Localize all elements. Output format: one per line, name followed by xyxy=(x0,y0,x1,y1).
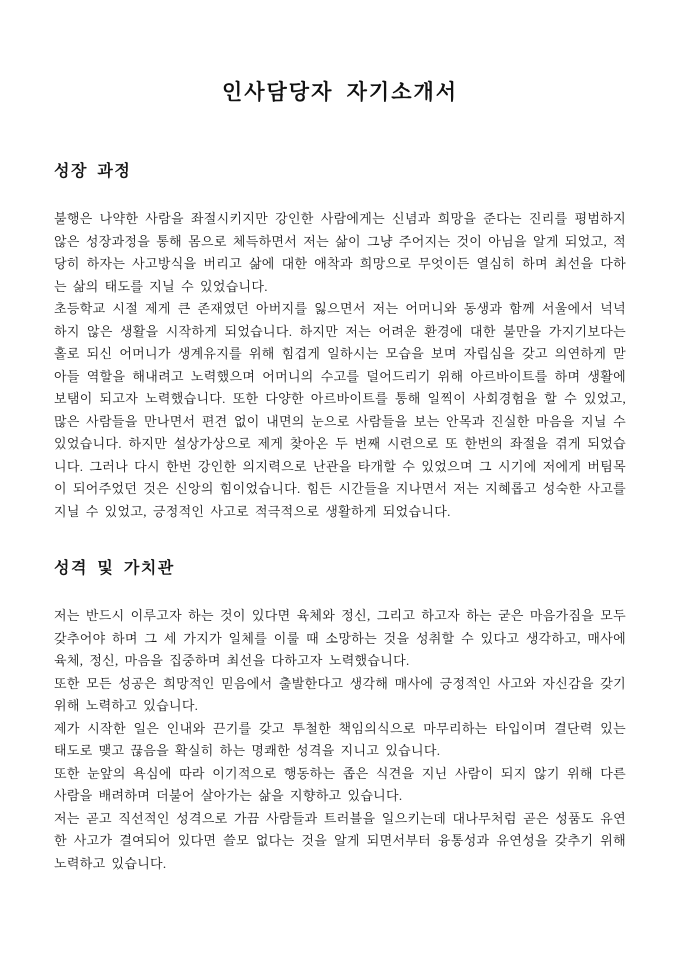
paragraph-personality-5: 저는 곧고 직선적인 성격으로 가끔 사람들과 트러블을 일으키는데 대나무처럼 곧은 성품도 유연한 사고가 결여되어 있다면 쓸모 없다는 것을 알게 되면서부터 융통성과 유연성을 갖추기 위해 노력하고 있습니다. xyxy=(54,810,626,871)
paragraph-personality-3: 제가 시작한 일은 인내와 끈기를 갖고 투철한 책임의식으로 마무리하는 타입이며 결단력 있는 태도로 맺고 끊음을 확실히 하는 명쾌한 성격을 지니고 있습니다. xyxy=(54,720,626,758)
paragraph-personality-2: 또한 모든 성공은 희망적인 믿음에서 출발한다고 생각해 매사에 긍정적인 사고와 자신감을 갖기 위해 노력하고 있습니다. xyxy=(54,675,626,713)
section-personality-values xyxy=(54,555,626,875)
paragraph-personality-1: 저는 반드시 이루고자 하는 것이 있다면 육체와 정신, 그리고 하고자 하는 굳은 마음가짐을 모두 갖추어야 하며 그 세 가지가 일체를 이룰 때 소망하는 것을 성취할 수 있다고 생각하고, 매사에 육체, 정신, 마음을 집중하며 최선을 다하고자 노력했습니다. xyxy=(54,608,626,668)
section-growth-process xyxy=(54,158,626,523)
section-heading-growth-process: 성장 과정 xyxy=(54,163,132,180)
paragraph-growth-1: 불행은 나약한 사람을 좌절시키지만 강인한 사람에게는 신념과 희망을 준다는 진리를 평범하지 않은 성장과정을 통해 몸으로 체득하면서 저는 삶이 그냥 주어지는 것이 아님을 알게 되었고, 적당히 하자는 사고방식을 버리고 삶에 대한 애착과 희망으로 무엇이든 열심히 하며 최선을 다하는 삶의 태도를 지닐 수 있었습니다. xyxy=(54,211,626,294)
section-heading-personality-values: 성격 및 가치관 xyxy=(54,560,175,577)
document-title: 인사담당자 자기소개서 xyxy=(221,80,459,104)
paragraph-growth-2: 초등학교 시절 제게 큰 존재였던 아버지를 잃으면서 저는 어머니와 동생과 함께 서울에서 넉넉하지 않은 생활을 시작하게 되었습니다. 하지만 저는 어려운 환경에 대한 불만을 가지기보다는 홀로 되신 어머니가 생계유지를 위해 힘겹게 일하시는 모습을 보며 자립심을 갖고 의연하게 맏아들 역할을 해내려고 노력했으며 어머니의 수고를 덜어드리기 위해 아르바이트를 하며 생활에 보탬이 되고자 노력했습니다. 또한 다양한 아르바이트를 통해 일찍이 사회경험을 할 수 있었고, 많은 사람들을 만나면서 편견 없이 내면의 눈으로 사람들을 보는 안목과 진실한 마음을 지닐 수 있었습니다. 하지만 설상가상으로 제게 찾아온 두 번째 시련으로 또 한번의 좌절을 겪게 되었습니다. 그러나 다시 한번 강인한 의지력으로 난관을 타개할 수 있었으며 그 시기에 저에게 버팀목이 되어주었던 것은 신앙의 힘이었습니다. 힘든 시간들을 지나면서 저는 지혜롭고 성숙한 사고를 지닐 수 있었고, 긍정적인 사고로 적극적으로 생활하게 되었습니다. xyxy=(54,301,626,519)
paragraph-personality-4: 또한 눈앞의 욕심에 따라 이기적으로 행동하는 좁은 식견을 지닌 사람이 되지 않기 위해 다른 사람을 배려하며 더불어 살아가는 삶을 지향하고 있습니다. xyxy=(54,765,626,803)
